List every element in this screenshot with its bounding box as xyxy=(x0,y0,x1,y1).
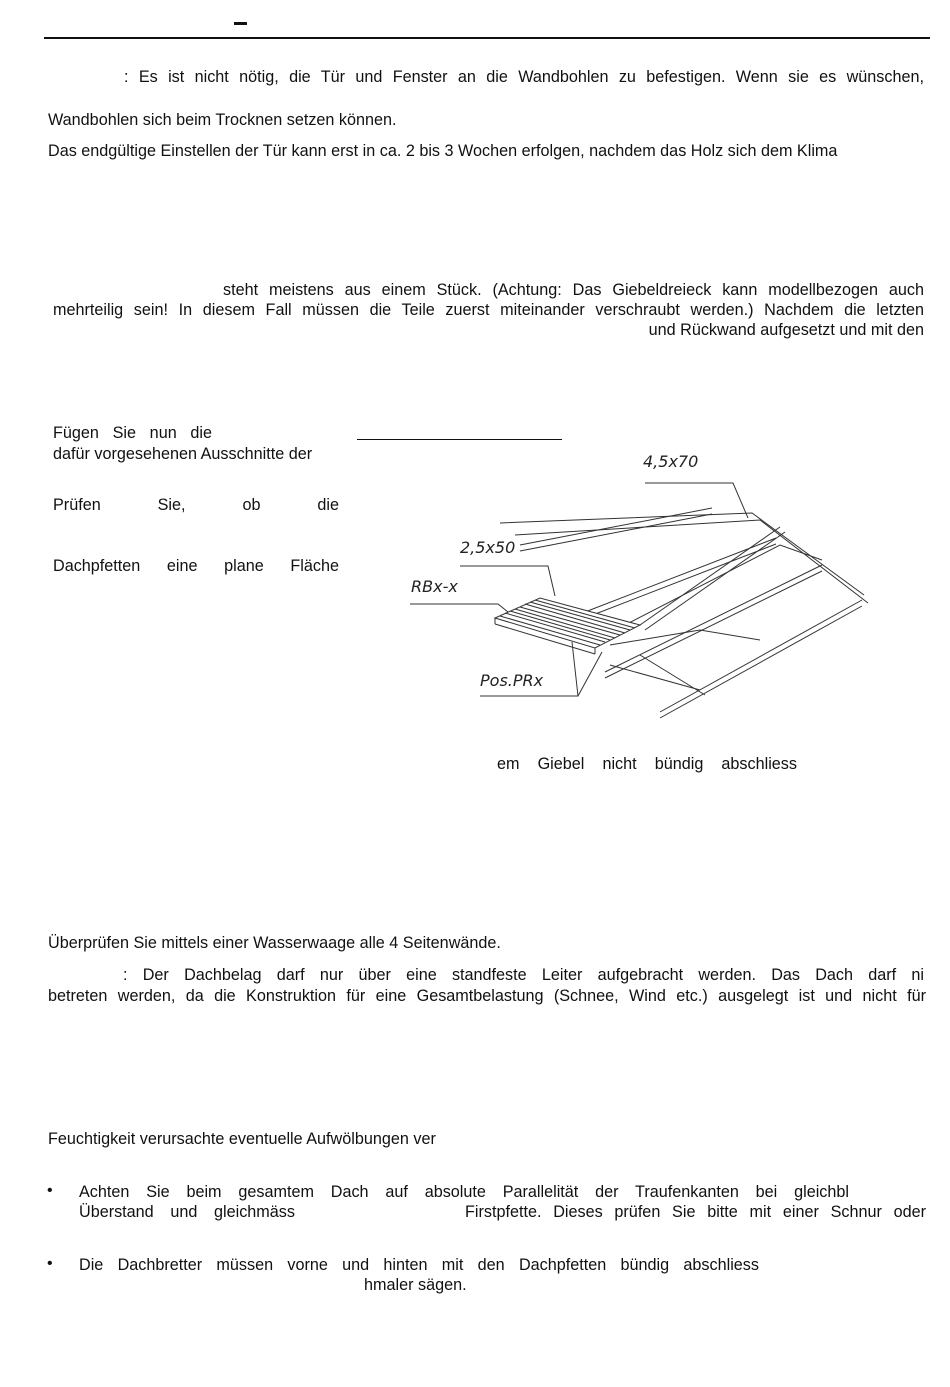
bullet-flush-line2: hmaler sägen. xyxy=(364,1276,467,1294)
paragraph-cutouts: dafür vorgesehenen Ausschnitte der xyxy=(53,445,313,463)
label-board: RBx-x xyxy=(411,577,458,596)
label-purlin: Pos.PRx xyxy=(480,671,544,690)
paragraph-insert-purlins: Fügen Sie nun die xyxy=(53,424,212,442)
paragraph-roof-ladder: : Der Dachbelag darf nur über eine standfeste Leiter aufgebracht werden. Das Dach darf ni xyxy=(123,966,924,984)
paragraph-note-door-windows: : Es ist nicht nötig, die Tür und Fenster an die Wandbohlen zu befestigen. Wenn sie es wünschen, xyxy=(124,68,924,86)
bullet-parallel-line2a: Überstand und gleichmäss xyxy=(79,1203,295,1221)
paragraph-roof-load: betreten werden, da die Konstruktion für eine Gesamtbelastung (Schnee, Wind etc.) ausgelegt ist und nicht für xyxy=(48,987,926,1005)
bullet-parallel-line1: Achten Sie beim gesamtem Dach auf absolute Parallelität der Traufenkanten bei gleichbl xyxy=(79,1183,849,1201)
bullet-parallel-line2b: Firstpfette. Dieses prüfen Sie bitte mit einer Schnur oder xyxy=(465,1203,926,1221)
paragraph-gable-flush: em Giebel nicht bündig abschliess xyxy=(497,755,797,773)
bullet-flush-line1: Die Dachbretter müssen vorne und hinten mit den Dachpfetten bündig abschliess xyxy=(79,1256,759,1274)
paragraph-multipart: mehrteilig sein! In diesem Fall müssen die Teile zuerst miteinander verschraubt werden.) Nachdem die letzten xyxy=(53,301,924,319)
paragraph-check: Prüfen Sie, ob die xyxy=(53,496,339,514)
paragraph-spirit-level: Überprüfen Sie mittels einer Wasserwaage alle 4 Seitenwände. xyxy=(48,934,501,952)
header-dash xyxy=(234,22,247,25)
paragraph-moisture: Feuchtigkeit verursachte eventuelle Aufwölbungen ver xyxy=(48,1130,436,1148)
paragraph-back-wall: und Rückwand aufgesetzt und mit den xyxy=(648,321,924,339)
paragraph-plane-surface: Dachpfetten eine plane Fläche xyxy=(53,557,339,575)
paragraph-wall-planks: Wandbohlen sich beim Trocknen setzen können. xyxy=(48,111,397,129)
paragraph-door-adjustment: Das endgültige Einstellen der Tür kann erst in ca. 2 bis 3 Wochen erfolgen, nachdem das Holz sich dem Klima xyxy=(48,142,838,160)
header-rule xyxy=(44,37,930,39)
bullet-marker: • xyxy=(47,1255,53,1272)
paragraph-gable-triangle: steht meistens aus einem Stück. (Achtung: Das Giebeldreieck kann modellbezogen auch xyxy=(223,281,924,299)
label-screw-small: 2,5x50 xyxy=(460,538,516,557)
bullet-marker: • xyxy=(47,1182,53,1199)
roof-assembly-figure xyxy=(400,445,880,735)
figure-caption-line xyxy=(357,439,562,440)
label-screw-large: 4,5x70 xyxy=(643,452,699,471)
